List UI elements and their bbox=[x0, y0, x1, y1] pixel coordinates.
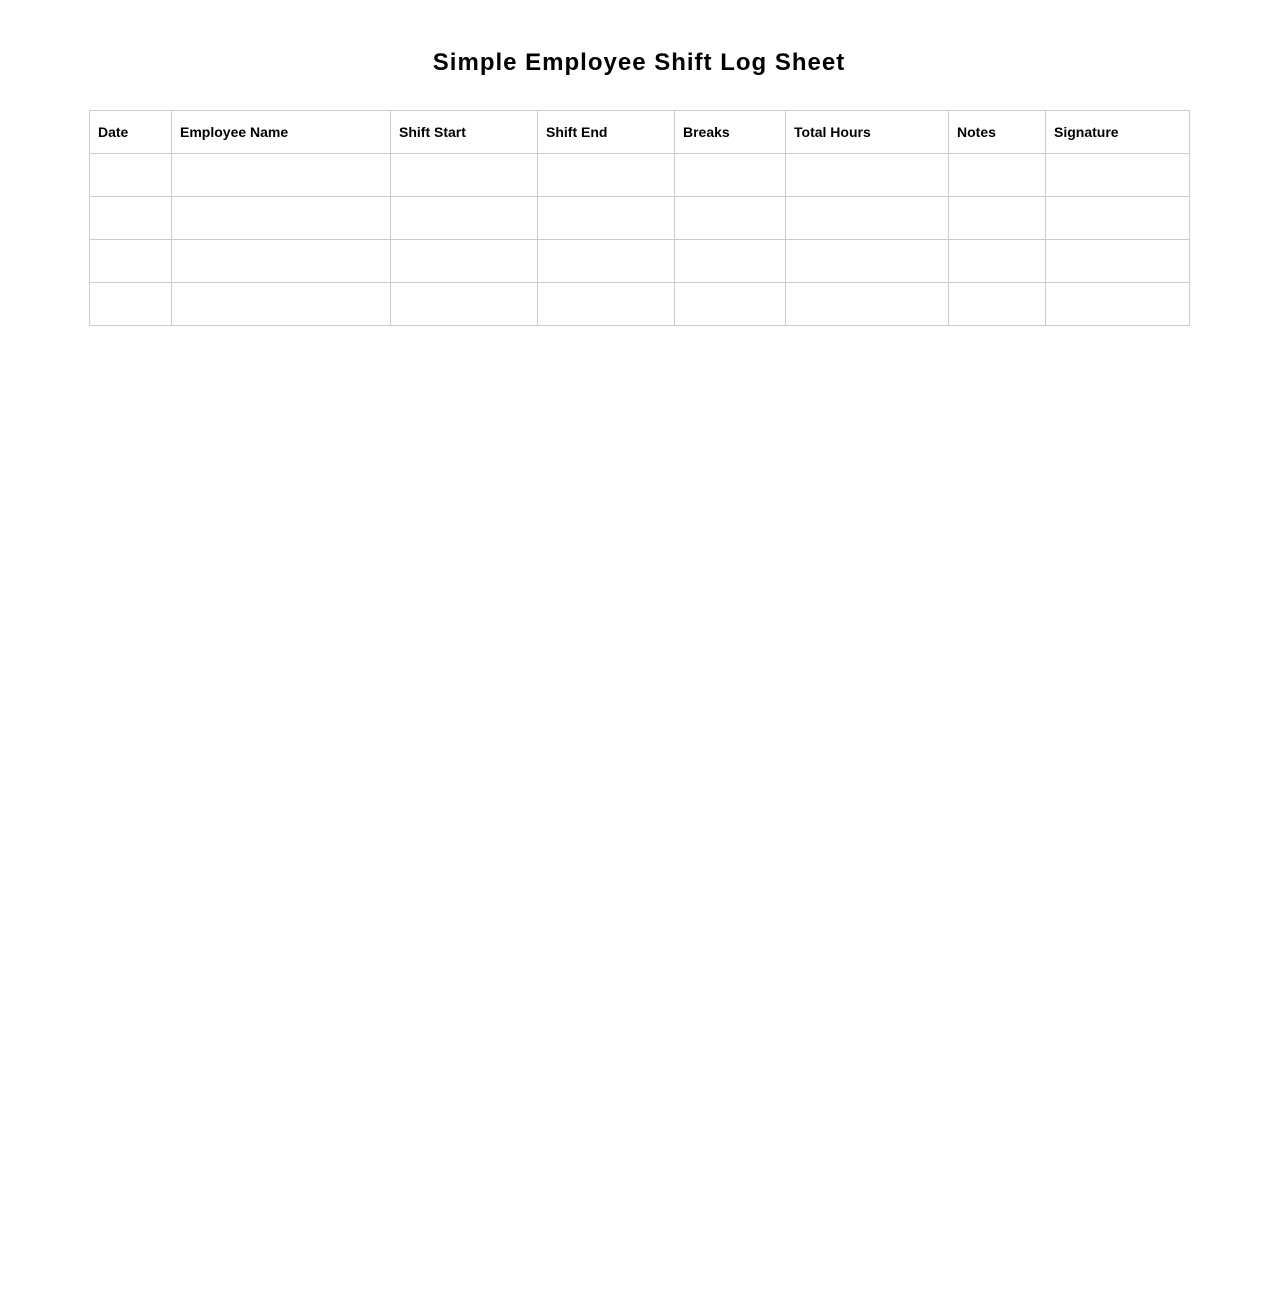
cell-shift-end bbox=[538, 283, 675, 326]
table-row bbox=[90, 197, 1190, 240]
cell-employee-name bbox=[172, 240, 391, 283]
cell-date bbox=[90, 240, 172, 283]
cell-shift-end bbox=[538, 154, 675, 197]
column-header-shift-start: Shift Start bbox=[391, 111, 538, 154]
cell-signature bbox=[1046, 240, 1190, 283]
cell-employee-name bbox=[172, 197, 391, 240]
cell-breaks bbox=[675, 240, 786, 283]
table-row bbox=[90, 240, 1190, 283]
column-header-shift-end: Shift End bbox=[538, 111, 675, 154]
cell-total-hours bbox=[786, 240, 949, 283]
column-header-date: Date bbox=[90, 111, 172, 154]
header-row bbox=[90, 111, 1190, 154]
cell-shift-start bbox=[391, 283, 538, 326]
cell-shift-start bbox=[391, 154, 538, 197]
cell-breaks bbox=[675, 154, 786, 197]
cell-shift-end bbox=[538, 197, 675, 240]
cell-date bbox=[90, 197, 172, 240]
cell-shift-end bbox=[538, 240, 675, 283]
cell-date bbox=[90, 283, 172, 326]
cell-date bbox=[90, 154, 172, 197]
table-row bbox=[90, 283, 1190, 326]
column-header-signature: Signature bbox=[1046, 111, 1190, 154]
cell-total-hours bbox=[786, 197, 949, 240]
cell-shift-start bbox=[391, 197, 538, 240]
table-row bbox=[90, 154, 1190, 197]
cell-breaks bbox=[675, 197, 786, 240]
cell-employee-name bbox=[172, 154, 391, 197]
cell-breaks bbox=[675, 283, 786, 326]
shift-log-table bbox=[89, 110, 1190, 326]
cell-notes bbox=[949, 240, 1046, 283]
page-title: Simple Employee Shift Log Sheet bbox=[432, 49, 846, 76]
cell-shift-start bbox=[391, 240, 538, 283]
cell-notes bbox=[949, 283, 1046, 326]
column-header-breaks: Breaks bbox=[675, 111, 786, 154]
cell-signature bbox=[1046, 154, 1190, 197]
cell-employee-name bbox=[172, 283, 391, 326]
cell-total-hours bbox=[786, 283, 949, 326]
cell-signature bbox=[1046, 197, 1190, 240]
cell-notes bbox=[949, 197, 1046, 240]
cell-total-hours bbox=[786, 154, 949, 197]
cell-notes bbox=[949, 154, 1046, 197]
column-header-employee-name: Employee Name bbox=[172, 111, 391, 154]
cell-signature bbox=[1046, 283, 1190, 326]
column-header-notes: Notes bbox=[949, 111, 1046, 154]
column-header-total-hours: Total Hours bbox=[786, 111, 949, 154]
